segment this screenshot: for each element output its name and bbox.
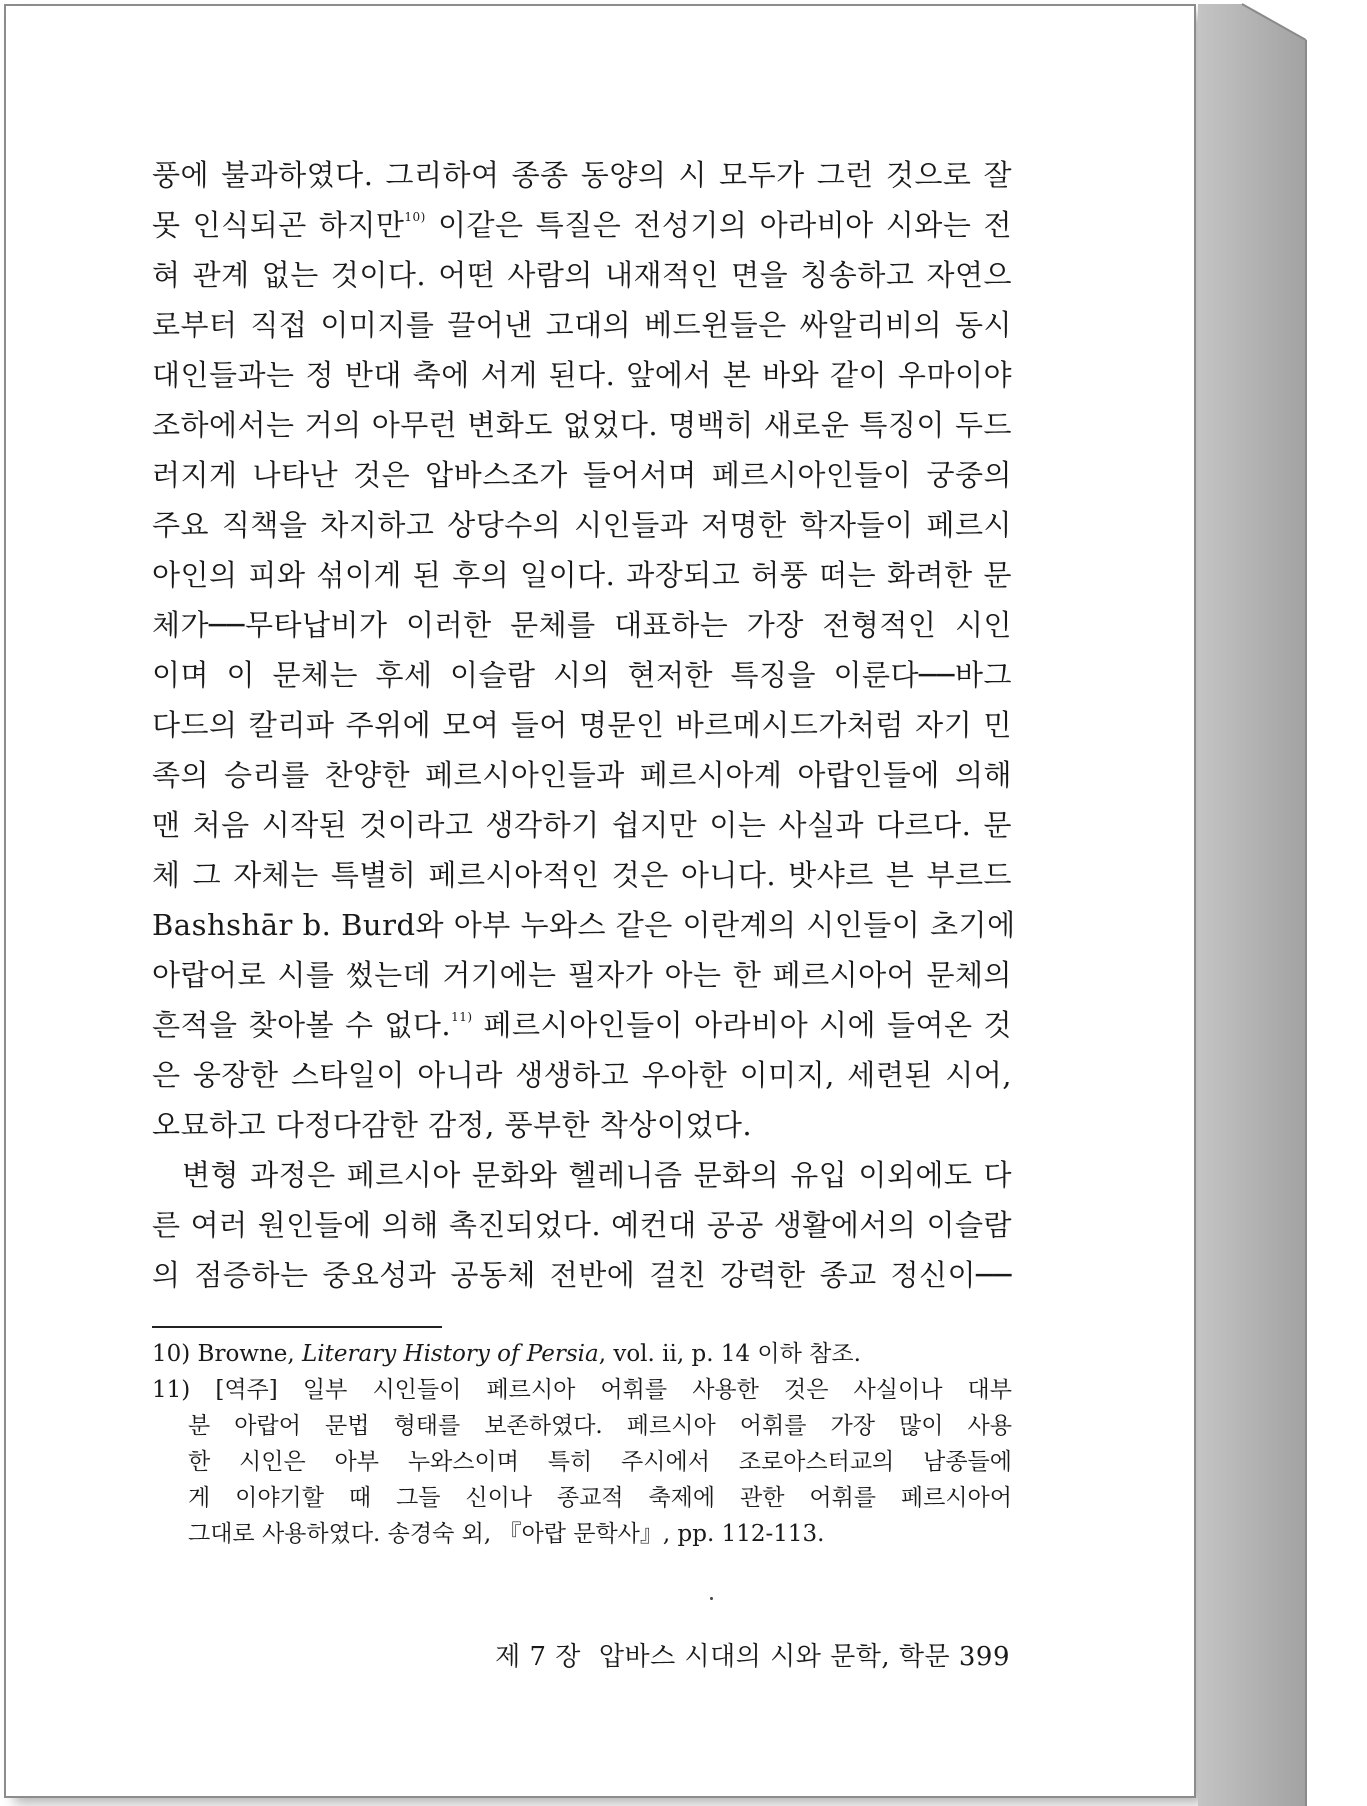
text-line: 의 점증하는 중요성과 공동체 전반에 걸친 강력한 종교 정신이──: [152, 1258, 1012, 1292]
text-line: 이며 이 문체는 후세 이슬람 시의 현저한 특징을 이룬다──바그: [152, 658, 1012, 692]
text-line: 흔적을 찾아볼 수 없다.$^{11)}$ 페르시아인들이 아라비아 시에 들여온 것: [152, 1008, 1012, 1042]
chapter-title-page-number: 압바스 시대의 시와 문학, 학문 399: [598, 1642, 1010, 1672]
body-text: [152, 150, 1016, 1300]
footnote-line: 분 아랍어 문법 형태를 보존하였다. 페르시아 어휘를 가장 많이 사용: [188, 1413, 1012, 1439]
text-line: Bashshār b. Burd와 아부 누와스 같은 이란계의 시인들이 초기에: [152, 908, 1016, 942]
text-line: 아랍어로 시를 썼는데 거기에는 필자가 아는 한 페르시아어 문체의: [152, 958, 1012, 992]
footnote-separator: [152, 1326, 442, 1328]
footnotes: [152, 1336, 1012, 1552]
text-line: 다드의 칼리파 주위에 모여 들어 명문인 바르메시드가처럼 자기 민: [152, 708, 1012, 742]
text-line: 혀 관계 없는 것이다. 어떤 사람의 내재적인 면을 칭송하고 자연으: [152, 258, 1012, 292]
text-line: 은 웅장한 스타일이 아니라 생생하고 우아한 이미지, 세련된 시어,: [152, 1058, 1012, 1092]
text-line: 러지게 나타난 것은 압바스조가 들어서며 페르시아인들이 궁중의: [152, 458, 1012, 492]
footnote-line: 한 시인은 아부 누와스이며 특히 주시에서 조로아스터교의 남종들에: [188, 1449, 1012, 1475]
text-line: 오묘하고 다정다감한 감정, 풍부한 착상이었다.: [152, 1108, 753, 1142]
footnote-10: 10) Browne, Literary History of Persia, vol. ii, p. 14 이하 참조.: [152, 1341, 861, 1367]
footnote-line: 그대로 사용하였다. 송경숙 외, 『아랍 문학사』, pp. 112-113.: [188, 1521, 825, 1547]
running-footer: [495, 1636, 1010, 1673]
text-line: 체가──무타납비가 이러한 문체를 대표하는 가장 전형적인 시인: [152, 608, 1012, 642]
text-line: 족의 승리를 찬양한 페르시아인들과 페르시아계 아랍인들에 의해: [152, 758, 1012, 792]
footnote-line: 게 이야기할 때 그들 신이나 종교적 축제에 관한 어휘를 페르시아어: [188, 1485, 1012, 1511]
text-line: 대인들과는 정 반대 축에 서게 된다. 앞에서 본 바와 같이 우마이야: [152, 358, 1012, 392]
chapter-number: 제 7 장: [495, 1642, 581, 1672]
footnote-11: 11) [역주] 일부 시인들이 페르시아 어휘를 사용한 것은 사실이나 대부: [152, 1377, 1012, 1403]
footnote-ref: 10): [404, 210, 426, 224]
text-line: 주요 직책을 차지하고 상당수의 시인들과 저명한 학자들이 페르시: [152, 508, 1012, 542]
text-line: 풍에 불과하였다. 그리하여 종종 동양의 시 모두가 그런 것으로 잘: [152, 158, 1012, 192]
text-line: 맨 처음 시작된 것이라고 생각하기 쉽지만 이는 사실과 다르다. 문: [152, 808, 1012, 842]
book-edge: [1198, 0, 1318, 1806]
speck: [710, 1597, 713, 1600]
text-line: 로부터 직접 이미지를 끌어낸 고대의 베드윈들은 싸알리비의 동시: [152, 308, 1012, 342]
text-line: 변형 과정은 페르시아 문화와 헬레니즘 문화의 유입 이외에도 다: [182, 1158, 1012, 1192]
text-line: 조하에서는 거의 아무런 변화도 없었다. 명백히 새로운 특징이 두드: [152, 408, 1012, 442]
footnote-ref: 11): [451, 1010, 473, 1024]
text-line: 른 여러 원인들에 의해 촉진되었다. 예컨대 공공 생활에서의 이슬람: [152, 1208, 1012, 1242]
text-line: 아인의 피와 섞이게 된 후의 일이다. 과장되고 허풍 떠는 화려한 문: [152, 558, 1012, 592]
text-line: 체 그 자체는 특별히 페르시아적인 것은 아니다. 밧샤르 븐 부르드: [152, 858, 1012, 892]
text-line: 못 인식되곤 하지만$^{10)}$ 이같은 특질은 전성기의 아라비아 시와는 전: [152, 208, 1012, 242]
